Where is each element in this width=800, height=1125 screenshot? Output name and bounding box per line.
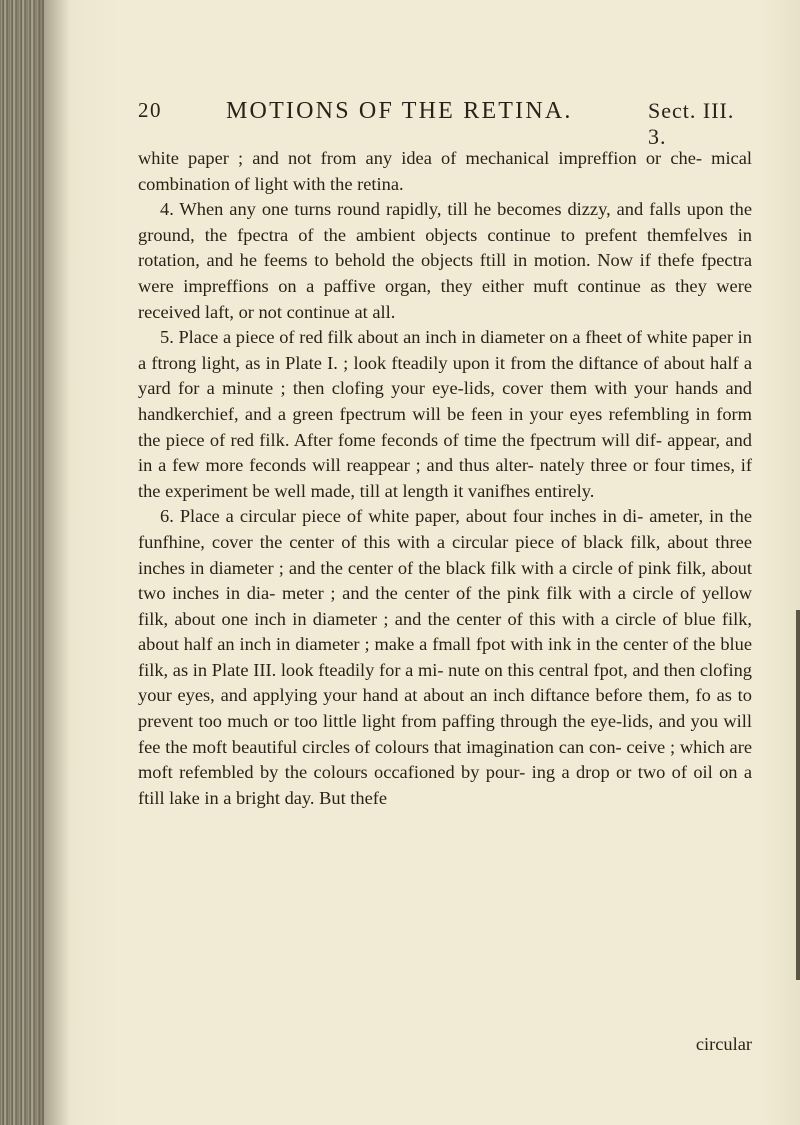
section-label: Sect. III. 3. [648,98,735,149]
gutter-shadow [40,0,70,1125]
running-title: MOTIONS OF THE RETINA. [226,98,573,124]
paragraph-continued: white paper ; and not from any idea of mechanical impreffion or che- mical combination of light with the retina. [138,148,752,194]
paragraph-5: 5. Place a piece of red filk about an inch in diameter on a fheet of white paper in a ftrong light, as in Plate I. ; look fteadily upon it from the diftance of about half a yard for a minute ; then clofing your eye-lids, cover them with your hands and handkerchief, and a green fpectrum will be feen in your eyes refembling in form the piece of red filk. After fome feconds of time the fpectrum will dif- appear, and in a few more feconds will reappear ; and thus alter- nately three or four times, if the experiment be well made, till at length it vanifhes entirely. [138,327,752,501]
body-text [138,146,752,811]
paragraph-6: 6. Place a circular piece of white paper, about four inches in di- ameter, in the funfhine, cover the center of this with a circular piece of black filk, about three inches in diameter ; and the center of the black filk with a circle of pink filk, about two inches in dia- meter ; and the center of the pink filk with a circle of yellow filk, about one inch in diameter ; and the center of this with a circle of blue filk, about half an inch in diameter ; make a fmall fpot with ink in the center of the blue filk, as in Plate III. look fteadily for a mi- nute on this central fpot, and then clofing your eyes, and applying your hand at about an inch diftance before them, fo as to prevent too much or too little light from paffing through the eye-lids, and you will fee the moft beautiful circles of colours that imagination can con- ceive ; which are moft refembled by the colours occafioned by pour- ing a drop or two of oil on a ftill lake in a bright day. But thefe [138,506,752,808]
catchword: circular [695,1034,752,1054]
running-header [138,98,758,149]
page-number: 20 [138,98,162,122]
book-spine [0,0,44,1125]
paragraph-4: 4. When any one turns round rapidly, till he becomes dizzy, and falls upon the ground, the fpectra of the ambient objects continue to prefent themfelves in rotation, and he feems to behold the objects ftill in motion. Now if thefe fpectra were impreffions on a paffive organ, they either muft continue as they were received laft, or not continue at all. [138,199,752,322]
page-edge [796,610,800,980]
